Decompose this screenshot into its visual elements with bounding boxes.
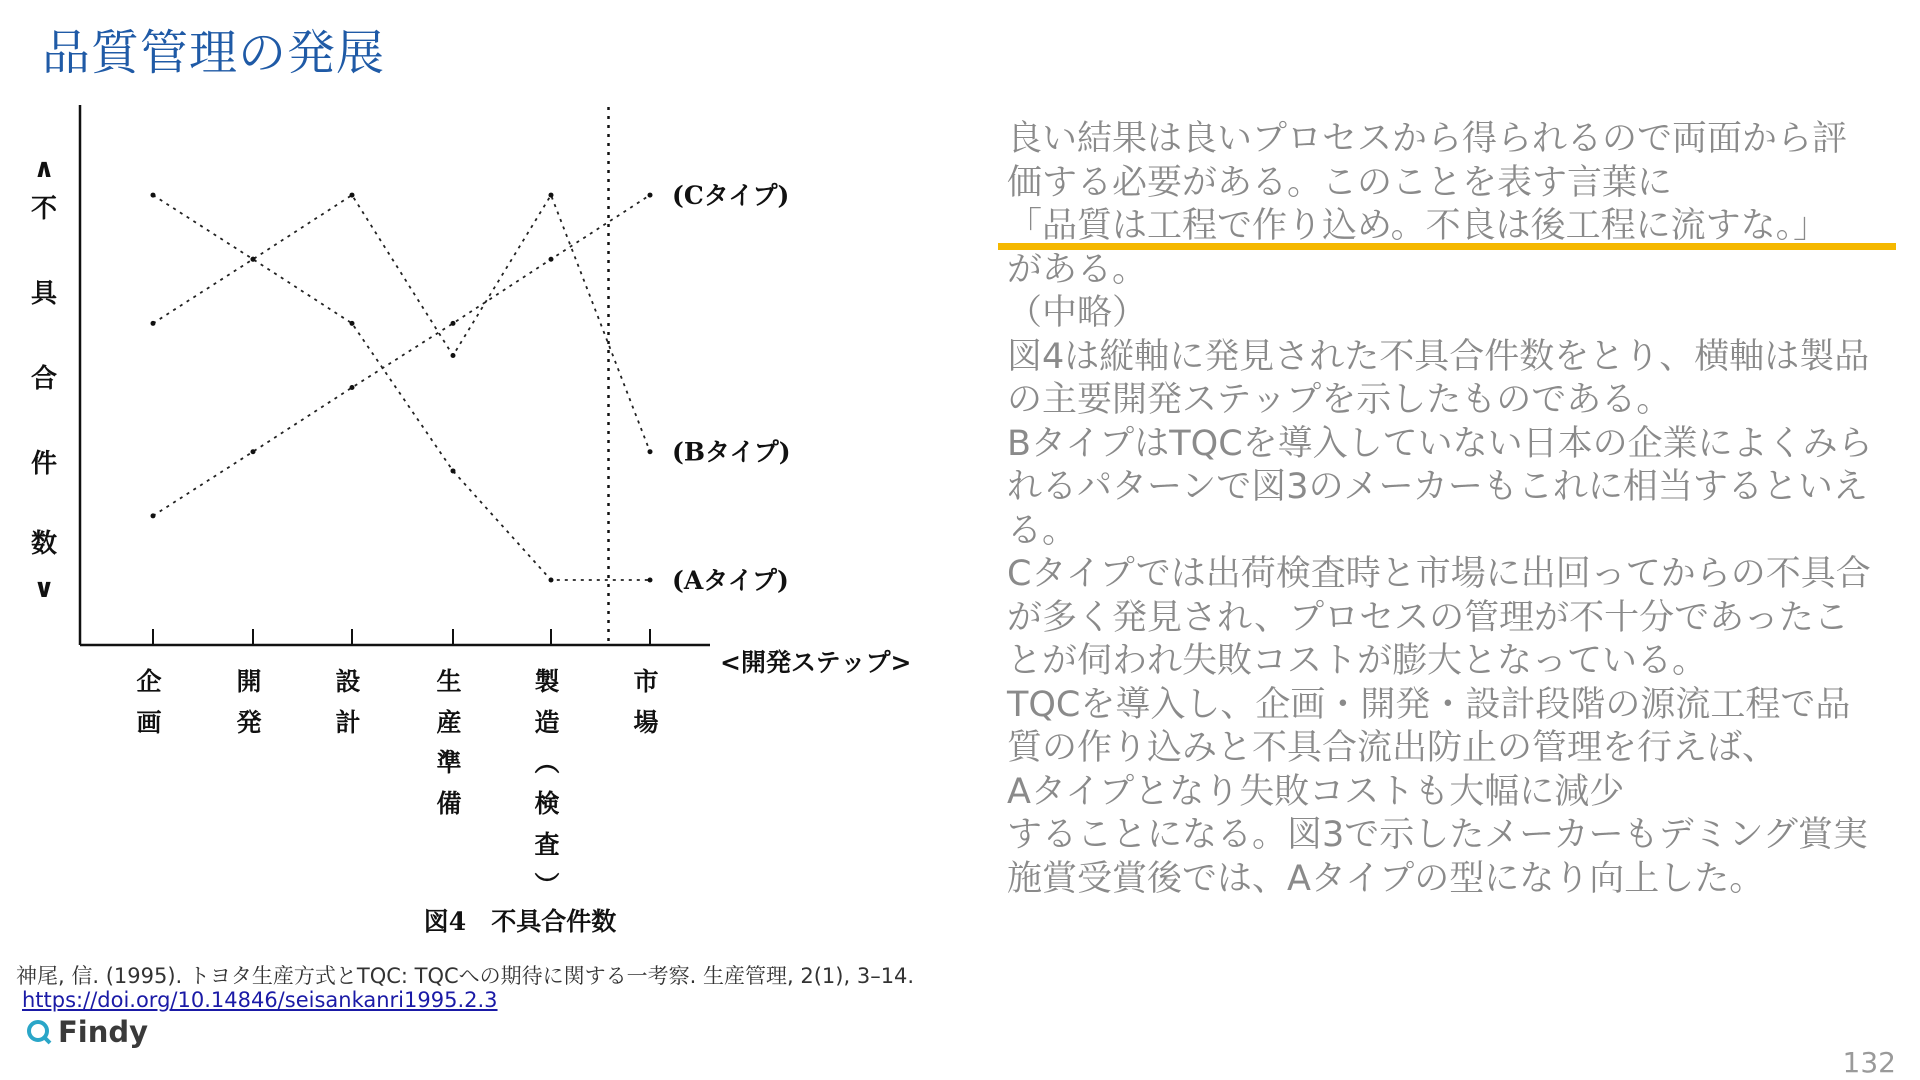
x-category-char: 産 bbox=[436, 708, 462, 737]
series-point bbox=[251, 449, 256, 454]
x-category-char: 生 bbox=[436, 667, 462, 696]
findy-logo-text: Findy bbox=[58, 1015, 149, 1049]
doi-link[interactable]: https://doi.org/10.14846/seisankanri1995.2.3 bbox=[22, 988, 498, 1012]
series-line-2 bbox=[153, 195, 650, 580]
x-category-char: 査 bbox=[534, 830, 560, 859]
x-category-char: 備 bbox=[436, 789, 462, 818]
series-line-1 bbox=[153, 195, 650, 452]
y-axis-label-char: ∧ bbox=[33, 154, 55, 184]
x-category-char: 検 bbox=[534, 789, 560, 818]
x-category-char: ︶ bbox=[534, 871, 560, 900]
findy-logo-icon bbox=[26, 1019, 52, 1045]
body-text-line: 施賞受賞後では、Aタイプの型になり向上した。 bbox=[1007, 858, 1765, 899]
series-point bbox=[350, 321, 355, 326]
body-text-line: 「品質は工程で作り込め。不良は後工程に流すな。」 bbox=[1007, 206, 1829, 246]
series-label: (Cタイプ) bbox=[672, 181, 790, 211]
body-text-line: Cタイプでは出荷検査時と市場に出回ってからの不具合 bbox=[1007, 554, 1871, 594]
body-text-line: がある。 bbox=[1007, 249, 1148, 290]
series-point bbox=[549, 193, 554, 198]
body-text-line: することになる。図3で示したメーカーもデミング賞実 bbox=[1007, 815, 1868, 855]
y-axis-label-char: 件 bbox=[30, 449, 58, 479]
series-point bbox=[151, 193, 156, 198]
y-axis-label-char: 不 bbox=[30, 194, 58, 224]
series-point bbox=[451, 321, 456, 326]
x-category-char: 設 bbox=[335, 667, 361, 696]
series-point bbox=[648, 193, 653, 198]
series-point bbox=[350, 193, 355, 198]
slide-title: 品質管理の発展 bbox=[42, 25, 386, 81]
y-axis-label-char: 数 bbox=[30, 529, 58, 559]
body-text bbox=[1007, 118, 1907, 901]
body-text-line: Aタイプとなり失敗コストも大幅に減少 bbox=[1007, 771, 1625, 812]
series-point bbox=[151, 513, 156, 518]
series-point bbox=[648, 449, 653, 454]
y-axis-label-char: 合 bbox=[30, 364, 58, 394]
x-category-char: 市 bbox=[633, 667, 659, 696]
defect-count-chart bbox=[0, 95, 990, 945]
body-text-line: る。 bbox=[1007, 510, 1078, 551]
series-point bbox=[451, 353, 456, 358]
series-point bbox=[151, 321, 156, 326]
x-axis-label: <開発ステップ> bbox=[720, 648, 912, 677]
x-category-char: 画 bbox=[136, 708, 162, 737]
x-category-char: 企 bbox=[136, 667, 162, 696]
body-text-line: の主要開発ステップを示したものである。 bbox=[1007, 380, 1672, 420]
x-category-char: ︵ bbox=[534, 748, 560, 777]
series-point bbox=[648, 578, 653, 583]
series-label: (Aタイプ) bbox=[672, 566, 789, 595]
body-text-line: れるパターンで図3のメーカーもこれに相当するといえ bbox=[1007, 467, 1868, 507]
body-text-line: とが伺われ失敗コストが膨大となっている。 bbox=[1007, 641, 1708, 681]
body-text-line: TQCを導入し、企画・開発・設計段階の源流工程で品 bbox=[1007, 684, 1851, 725]
series-point bbox=[451, 468, 456, 473]
x-category-char: 準 bbox=[436, 748, 462, 777]
body-text-line: BタイプはTQCを導入していない日本の企業によくみら bbox=[1007, 423, 1873, 464]
series-label: (Bタイプ) bbox=[672, 437, 791, 467]
x-category-char: 発 bbox=[236, 708, 262, 737]
figure-caption: 図4 不具合件数 bbox=[423, 907, 617, 936]
series-point bbox=[350, 385, 355, 390]
series-point bbox=[251, 257, 256, 262]
series-point bbox=[549, 257, 554, 262]
y-axis-label-char: ∨ bbox=[33, 574, 55, 604]
x-category-char: 造 bbox=[534, 708, 560, 737]
body-text-line: （中略） bbox=[1007, 293, 1148, 333]
body-text-line: が多く発見され、プロセスの管理が不十分であったこ bbox=[1007, 597, 1849, 638]
x-category-char: 製 bbox=[534, 667, 560, 696]
body-text-line: 良い結果は良いプロセスから得られるので両面から評 bbox=[1007, 119, 1848, 159]
body-text-line: 図4は縦軸に発見された不具合件数をとり、横軸は製品 bbox=[1007, 336, 1870, 377]
citation-text: 神尾, 信. (1995). トヨタ生産方式とTQC: TQCへの期待に関する一考察. 生産管理, 2(1), 3–14. bbox=[16, 964, 915, 988]
findy-logo bbox=[26, 1015, 148, 1049]
series-point bbox=[549, 578, 554, 583]
body-text-line: 価する必要がある。このことを表す言葉に bbox=[1007, 162, 1673, 203]
x-category-char: 計 bbox=[335, 708, 361, 737]
y-axis-label-char: 具 bbox=[30, 279, 58, 309]
x-category-char: 場 bbox=[633, 708, 659, 737]
figure-4-chart bbox=[0, 95, 990, 945]
page-number: 132 bbox=[1842, 1046, 1896, 1079]
x-category-char: 開 bbox=[236, 667, 262, 696]
body-text-line: 質の作り込みと不具合流出防止の管理を行えば、 bbox=[1007, 728, 1778, 768]
